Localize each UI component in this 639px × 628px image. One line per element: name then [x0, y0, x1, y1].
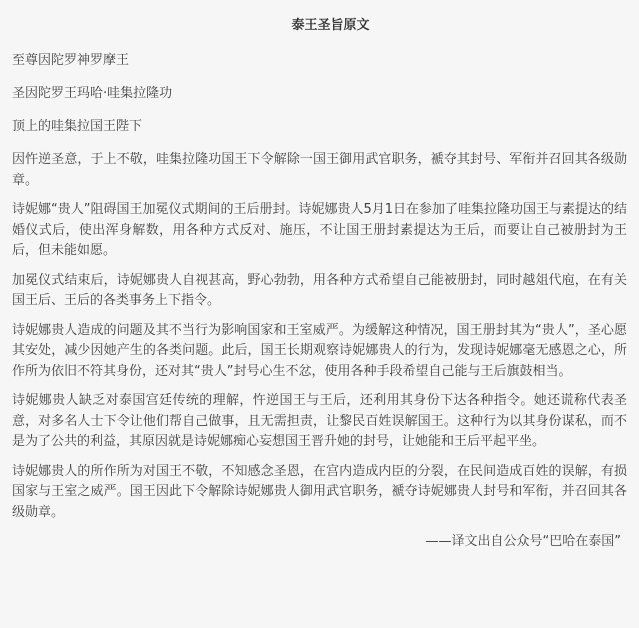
body-paragraph: 诗妮娜贵人造成的问题及其不当行为影响国家和王室威严。为缓解这种情况，国王册封其为“贵人”，圣心愿其安处，减少因她产生的各类问题。此后，国王长期观察诗妮娜贵人的行为，发现诗妮娜毫无感恩之心，所作所为依旧不符其身份，还对其“贵人”封号心生不忿，使用各种手段希望自己能与王后旗鼓相当。: [12, 322, 627, 379]
body-paragraph: 诗妮娜贵人缺乏对泰国宫廷传统的理解，忤逆国王与王后，还利用其身份下达各种指令。她还谎称代表圣意，对多名人士下令让他们帮自己做事，且无需担责，让黎民百姓误解国王。这种行为以其身份谋私，而不是为了公共的利益，其原因就是诗妮娜痴心妄想国王晋升她的封号，让她能和王后平起平坐。: [12, 393, 627, 449]
body-paragraph: 诗妮娜贵人的所作所为对国王不敬，不知感念圣恩，在宫内造成内臣的分裂，在民间造成百姓的误解，有损国家与王室之威严。国王因此下令解除诗妮娜贵人御用武官职务，褫夺诗妮娜贵人封号和军衔，并召回其各级勋章。: [12, 463, 627, 520]
body-paragraph: 加冕仪式结束后，诗妮娜贵人自视甚高，野心勃勃，用各种方式希望自己能被册封，同时越俎代庖，在有关国王后、王后的各类事务上下指令。: [12, 272, 627, 308]
salutation-line: 至尊因陀罗神罗摩王: [12, 53, 130, 68]
source-attribution: ——译文出自公众号“巴哈在泰国”: [425, 534, 621, 549]
document-title: 泰王圣旨原文: [291, 18, 370, 33]
salutation-line: 圣因陀罗王玛哈·哇集拉隆功: [12, 86, 173, 101]
body-paragraph: 因忤逆圣意，于上不敬，哇集拉隆功国王下令解除一国王御用武官职务，褫夺其封号、军衔并召回其各级勋章。: [12, 152, 627, 188]
salutation-line: 顶上的哇集拉国王陛下: [12, 119, 143, 134]
body-paragraph: 诗妮娜“贵人”阻碍国王加冕仪式期间的王后册封。诗妮娜贵人5月1日在参加了哇集拉隆功国王与素提达的结婚仪式后，使出浑身解数，用各种方式反对、施压，不让国王册封素提达为王后，而要让自己被册封为王后，但未能如愿。: [12, 202, 628, 258]
